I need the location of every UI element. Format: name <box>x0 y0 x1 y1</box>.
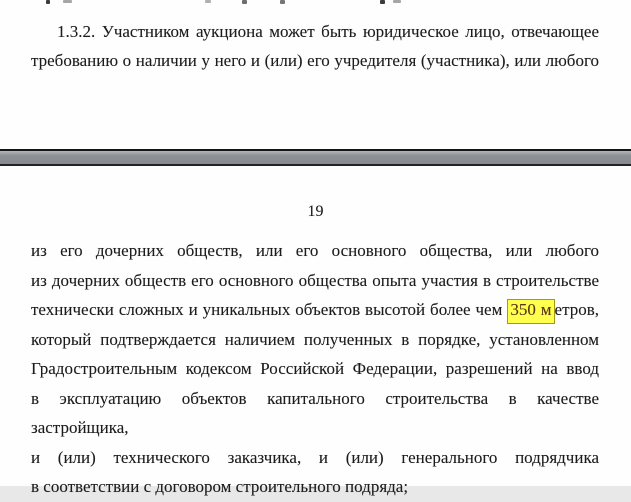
paragraph-continuation[interactable] <box>31 236 599 502</box>
text-segment: етров, <box>554 300 600 319</box>
text-line: в соответствии с договором строительного подряда; <box>31 477 409 496</box>
paragraph-1-3-2[interactable] <box>31 18 599 75</box>
text-line: требованию о наличии у него и (или) его учредителя (участника), или любого <box>31 50 599 70</box>
document-page-1[interactable] <box>0 0 631 149</box>
document-page-2[interactable] <box>0 166 631 496</box>
text-line: из дочерних обществ его основного общества опыта участия в строительстве <box>31 270 599 290</box>
clipped-text-fragment <box>380 0 385 4</box>
text-line: из его дочерних обществ, или его основного общества, или любого <box>31 241 599 260</box>
clipped-text-fragment <box>63 0 72 3</box>
clipped-text-fragment <box>393 0 401 3</box>
text-line: который подтверждается наличием полученных в порядке, установленном <box>31 329 599 349</box>
text-line: Градостроительным кодексом Российской Федерации, разрешений на ввод <box>31 359 599 378</box>
search-highlight[interactable]: 350 м <box>507 299 554 324</box>
clipped-text-fragment <box>242 0 247 4</box>
text-line: в эксплуатацию объектов капитального строительства в качестве застройщика, <box>31 388 599 437</box>
page-number: 19 <box>307 203 324 220</box>
page-break-separator <box>0 149 631 166</box>
text-line: 1.3.2. Участником аукциона может быть юридическое лицо, отвечающее <box>57 22 599 41</box>
text-line <box>31 295 599 325</box>
clipped-text-fragment <box>46 0 50 4</box>
text-segment: технически сложных и уникальных объектов высотой более чем <box>31 300 503 319</box>
text-line: и (или) технического заказчика, и (или) генерального подрядчика <box>31 447 599 467</box>
clipped-text-fragment <box>205 0 211 3</box>
clipped-text-fragment <box>280 0 285 4</box>
